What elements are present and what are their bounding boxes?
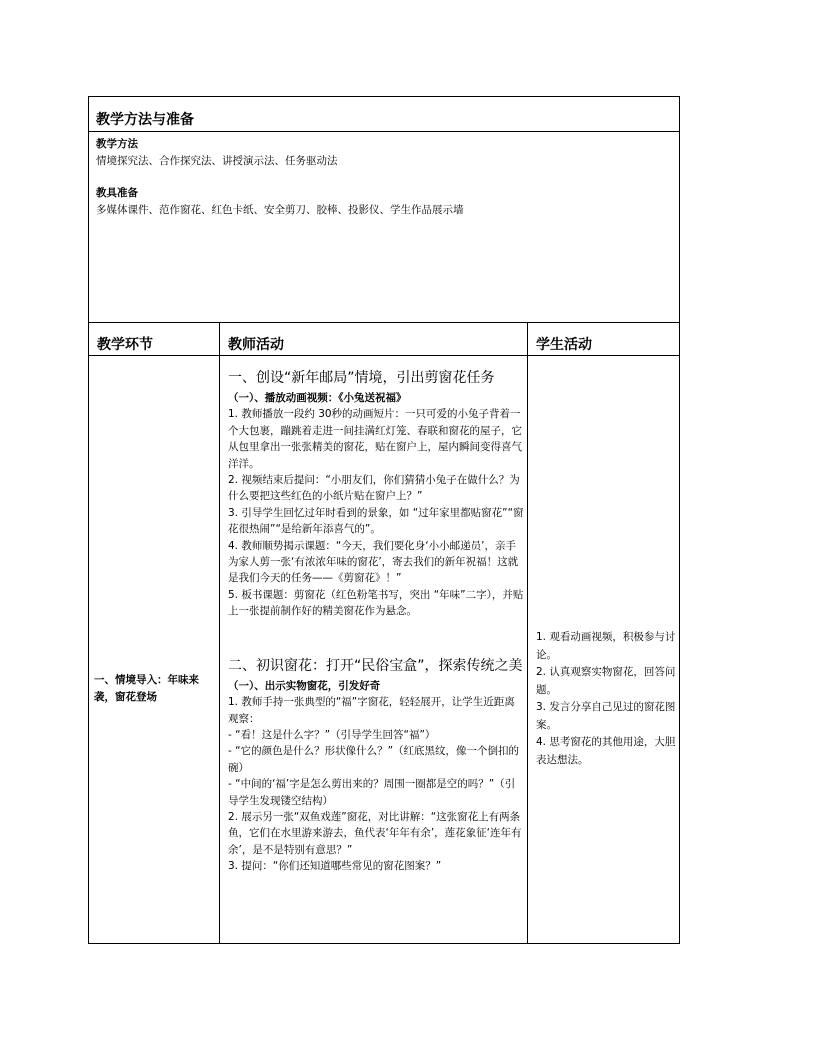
stage-text: 一、情境导入：年味来袭，窗花登场	[94, 674, 199, 703]
section-title: 教学方法与准备	[96, 112, 194, 128]
header-student-label: 学生活动	[536, 337, 592, 353]
header-teacher-label: 教师活动	[228, 337, 284, 353]
part1-item: 3. 引导学生回忆过年时看到的景象，如 “过年家里都贴窗花”“窗花很热闹”“是给新年添喜气的”。	[228, 506, 524, 536]
student-activity-item: 3. 发言分享自己见过的窗花图案。	[536, 701, 676, 731]
part1-item: 1. 教师播放一段约 30秒的动画短片：一只可爱的小兔子背着一个大包裹，蹦跳着走进一间挂满红灯笼、春联和窗花的屋子，它从包里拿出一张张精美的窗花，贴在窗户上，屋内瞬间变得喜气洋洋。	[228, 408, 522, 470]
table-body-row	[89, 356, 679, 943]
part2-item: 2. 展示另一张“双鱼戏莲”窗花，对比讲解：“这张窗花上有两条鱼，它们在水里游来游去，鱼代表‘年年有余’，莲花象征‘连年有余’，是不是特别有意思？”	[228, 810, 522, 856]
part2-item: - “它的颜色是什么？形状像什么？”（红底黑纹，像一个倒扣的碗）	[228, 745, 520, 774]
student-activity-item: 2. 认真观察实物窗花，回答问题。	[536, 666, 676, 696]
preparation-content	[96, 136, 673, 219]
part1-item: 5. 板书课题：剪窗花（红色粉笔书写，突出 “年味”二字），并贴上一张提前制作好的精美窗花作为悬念。	[228, 588, 524, 618]
header-stage-label: 教学环节	[97, 337, 153, 353]
lesson-plan-table	[88, 96, 680, 944]
stage-cell	[89, 356, 220, 943]
part2-subheading: （一）、出示实物窗花，引发好奇	[228, 679, 381, 692]
teacher-activity-cell	[220, 356, 528, 943]
student-activity-list	[536, 629, 676, 769]
methods-label: 教学方法	[96, 138, 138, 150]
header-cell-stage	[89, 323, 220, 355]
spacer	[96, 170, 673, 185]
part1-subheading: （一）、播放动画视频：《小兔送祝福》	[228, 392, 407, 404]
part1-item: 4. 教师顺势揭示课题：“今天，我们要化身‘小小邮递员’，亲手为家人剪一张‘有浓浓年味的窗花’，寄去我们的新年祝福！这就是我们今天的任务——《剪窗花》！”	[228, 539, 519, 585]
part2-item: 1. 教师手持一张典型的“福”字窗花，轻轻展开，让学生近距离观察：	[228, 696, 515, 725]
part1-item: 2. 视频结束后提问：“小朋友们，你们猜猜小兔子在做什么？为什么要把这些红色的小纸片贴在窗户上？”	[228, 474, 520, 503]
part2-item: - “看！这是什么字？”（引导学生回答“福”）	[228, 728, 436, 741]
student-activity-cell	[528, 356, 680, 943]
preparation-row	[89, 132, 679, 323]
methods-text: 情境探究法、合作探究法、讲授演示法、任务驱动法	[96, 155, 338, 167]
part2-item: - “中间的‘福’字是怎么剪出来的？周围一圈都是空的吗？”（引导学生发现镂空结构）	[228, 778, 516, 807]
part1-heading: 一、创设“新年邮局”情境，引出剪窗花任务	[228, 370, 495, 386]
teacher-activity-content	[228, 368, 524, 875]
table-header-row	[89, 323, 679, 356]
part2-heading: 二、初识窗花：打开“民俗宝盒”，探索传统之美	[228, 657, 523, 674]
student-activity-item: 4. 思考窗花的其他用途，大胆表达想法。	[536, 736, 676, 766]
header-cell-student	[528, 323, 680, 355]
section-title-row	[89, 97, 679, 132]
materials-label: 教具准备	[96, 187, 138, 199]
student-activity-item: 1. 观看动画视频，积极参与讨论。	[536, 631, 676, 661]
header-cell-teacher	[220, 323, 528, 355]
part2-item: 3. 提问：“你们还知道哪些常见的窗花图案？”	[228, 860, 442, 873]
materials-text: 多媒体课件、范作窗花、红色卡纸、安全剪刀、胶棒、投影仪、学生作品展示墙	[96, 204, 464, 216]
